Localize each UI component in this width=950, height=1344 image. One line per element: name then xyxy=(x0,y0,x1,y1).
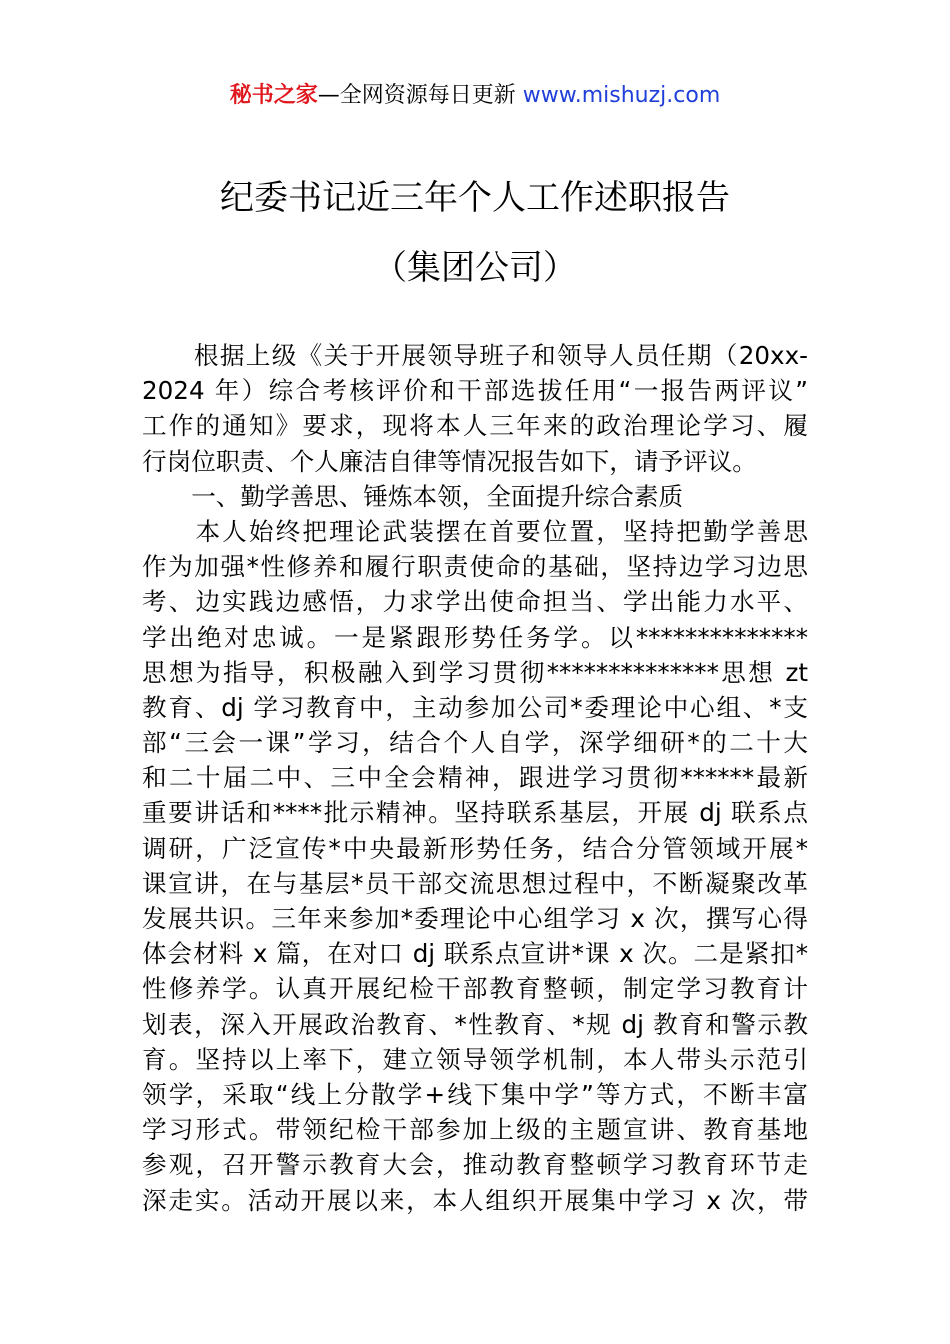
body-line: 性修养学。认真开展纪检干部教育整顿，制定学习教育计 xyxy=(142,974,808,1004)
body-line: 2024 年）综合考核评价和干部选拔任用“一报告两评议” xyxy=(142,376,808,406)
document-body xyxy=(142,338,808,1218)
body-line: 学习形式。带领纪检干部参加上级的主题宣讲、教育基地 xyxy=(142,1115,808,1145)
body-line: 教育、dj 学习教育中，主动参加公司*委理论中心组、*支 xyxy=(142,692,808,722)
site-header xyxy=(0,80,950,112)
body-line: 部“三会一课”学习，结合个人自学，深学细研*的二十大 xyxy=(142,728,808,758)
body-line: 划表，深入开展政治教育、*性教育、*规 dj 教育和警示教 xyxy=(142,1009,808,1039)
document-subtitle: （集团公司） xyxy=(373,248,577,288)
body-line: 参观，召开警示教育大会，推动教育整顿学习教育环节走 xyxy=(142,1150,808,1180)
body-line: 考、边实践边感悟，力求学出使命担当、学出能力水平、 xyxy=(142,587,808,617)
body-line: 重要讲话和****批示精神。坚持联系基层，开展 dj 联系点 xyxy=(142,798,808,828)
section-heading: 一、勤学善思、锤炼本领，全面提升综合素质 xyxy=(142,481,684,511)
body-line: 和二十届二中、三中全会精神，跟进学习贯彻******最新 xyxy=(142,763,808,793)
body-line: 工作的通知》要求，现将本人三年来的政治理论学习、履 xyxy=(142,411,808,441)
body-line: 本人始终把理论武装摆在首要位置，坚持把勤学善思 xyxy=(142,516,808,546)
document-title: 纪委书记近三年个人工作述职报告 xyxy=(220,178,730,218)
body-line: 思想为指导，积极融入到学习贯彻**************思想 zt xyxy=(142,657,808,687)
body-line: 行岗位职责、个人廉洁自律等情况报告如下，请予评议。 xyxy=(142,446,757,476)
body-line: 调研，广泛宣传*中央最新形势任务，结合分管领域开展* xyxy=(142,833,808,863)
body-line: 课宣讲，在与基层*员干部交流思想过程中，不断凝聚改革 xyxy=(142,868,808,898)
body-line: 学出绝对忠诚。一是紧跟形势任务学。以************** xyxy=(142,622,808,652)
body-line: 育。坚持以上率下，建立领导领学机制，本人带头示范引 xyxy=(142,1044,808,1074)
body-line: 深走实。活动开展以来，本人组织开展集中学习 x 次，带 xyxy=(142,1185,808,1215)
body-line: 根据上级《关于开展领导班子和领导人员任期（20xx- xyxy=(142,341,808,370)
site-brand: 秘书之家 xyxy=(229,83,318,108)
site-url[interactable]: www.mishuzj.com xyxy=(522,83,721,108)
body-line: 发展共识。三年来参加*委理论中心组学习 x 次，撰写心得 xyxy=(142,904,808,933)
body-line: 作为加强*性修养和履行职责使命的基础，坚持边学习边思 xyxy=(142,552,808,582)
body-line: 体会材料 x 篇，在对口 dj 联系点宣讲*课 x 次。二是紧扣* xyxy=(142,939,808,969)
site-tagline: —全网资源每日更新 xyxy=(317,83,523,108)
body-line: 领学，采取“线上分散学+线下集中学”等方式，不断丰富 xyxy=(142,1079,808,1109)
